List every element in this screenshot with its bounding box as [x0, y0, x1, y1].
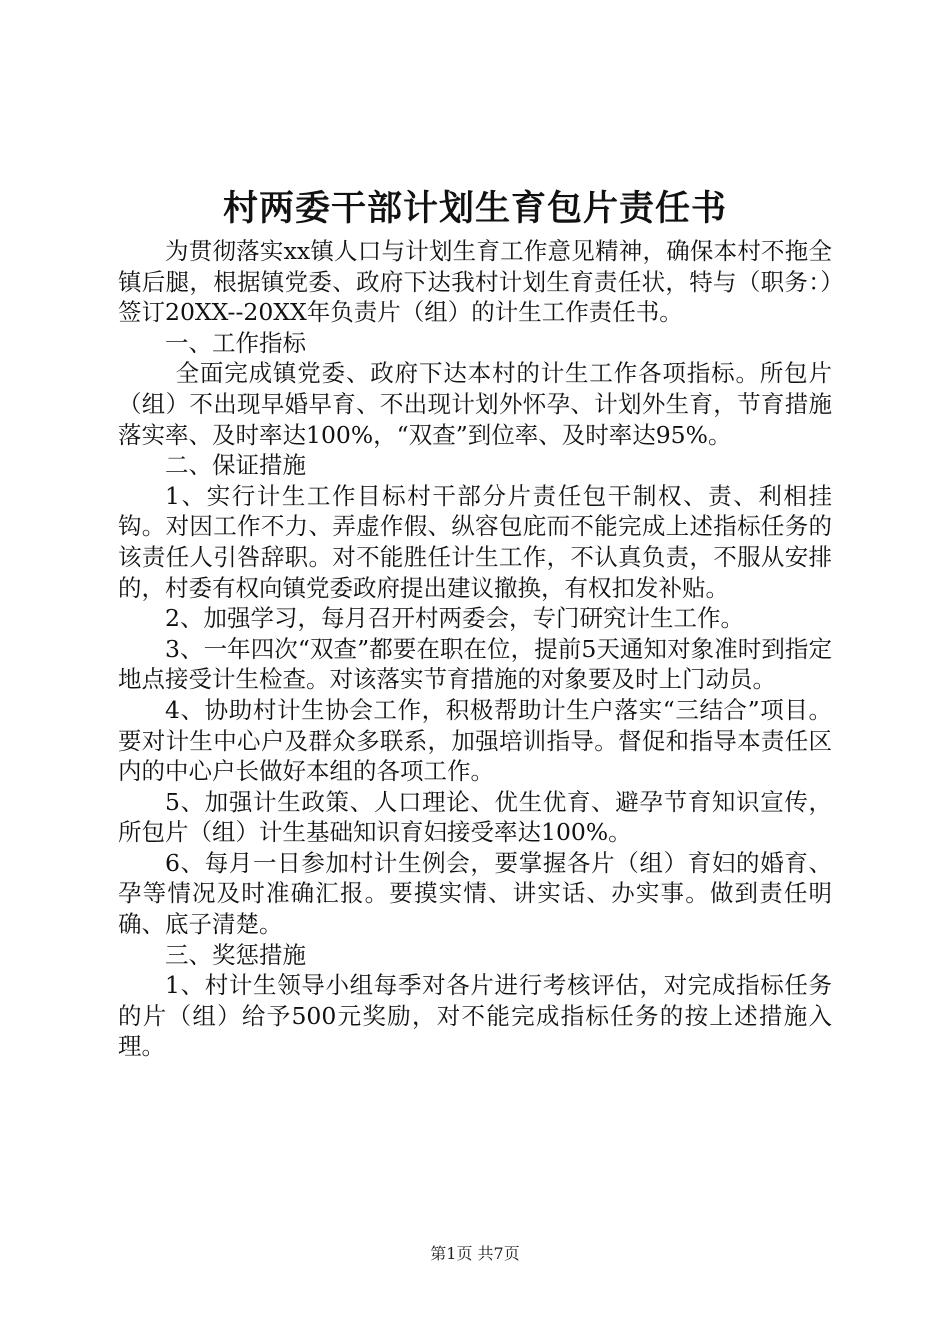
rewards-penalties-1: 1、村计生领导小组每季对各片进行考核评估，对完成指标任务的片（组）给予500元奖励，对不能完成指标任务的按上述措施入理。 — [118, 971, 832, 1061]
document-body — [118, 236, 832, 1062]
section-heading-guarantee-measures: 二、保证措施 — [165, 451, 306, 480]
intro-paragraph: 为贯彻落实xx镇人口与计划生育工作意见精神，确保本村不拖全镇后腿，根据镇党委、政府下达我村计划生育责任状，特与（职务：）签订20XX--20XX年负责片（组）的计生工作责任书。 — [118, 237, 832, 327]
section-heading-work-targets: 一、工作指标 — [165, 328, 306, 357]
guarantee-measure-1: 1、实行计生工作目标村干部分片责任包干制权、责、利相挂钩。对因工作不力、弄虚作假、纵容包庇而不能完成上述指标任务的该责任人引咎辞职。对不能胜任计生工作，不认真负责，不服从安排的，村委有权向镇党委政府提出建议撤换，有权扣发补贴。 — [118, 481, 832, 602]
guarantee-measure-6: 6、每月一日参加村计生例会，要掌握各片（组）育妇的婚育、孕等情况及时准确汇报。要摸实情、讲实话、办实事。做到责任明确、底子清楚。 — [118, 848, 832, 939]
guarantee-measure-4: 4、协助村计生协会工作，积极帮助计生户落实“三结合”项目。要对计生中心户及群众多联系，加强培训指导。督促和指导本责任区内的中心户长做好本组的各项工作。 — [118, 695, 832, 786]
guarantee-measure-2: 2、加强学习，每月召开村两委会，专门研究计生工作。 — [165, 604, 744, 633]
work-targets-paragraph: 全面完成镇党委、政府下达本村的计生工作各项指标。所包片（组）不出现早婚早育、不出现计划外怀孕、计划外生育，节育措施落实率、及时率达100%，“双查”到位率、及时率达95%。 — [118, 359, 832, 449]
guarantee-measure-3: 3、一年四次“双查”都要在职在位，提前5天通知对象准时到指定地点接受计生检查。对该落实节育措施的对象要及时上门动员。 — [118, 634, 832, 694]
section-heading-rewards-penalties: 三、奖惩措施 — [165, 940, 306, 969]
guarantee-measure-5: 5、加强计生政策、人口理论、优生优育、避孕节育知识宣传，所包片（组）计生基础知识育妇接受率达100%。 — [118, 787, 832, 847]
page-number-footer: 第1页 共7页 — [430, 1244, 520, 1263]
document-title: 村两委干部计划生育包片责任书 — [222, 188, 727, 229]
